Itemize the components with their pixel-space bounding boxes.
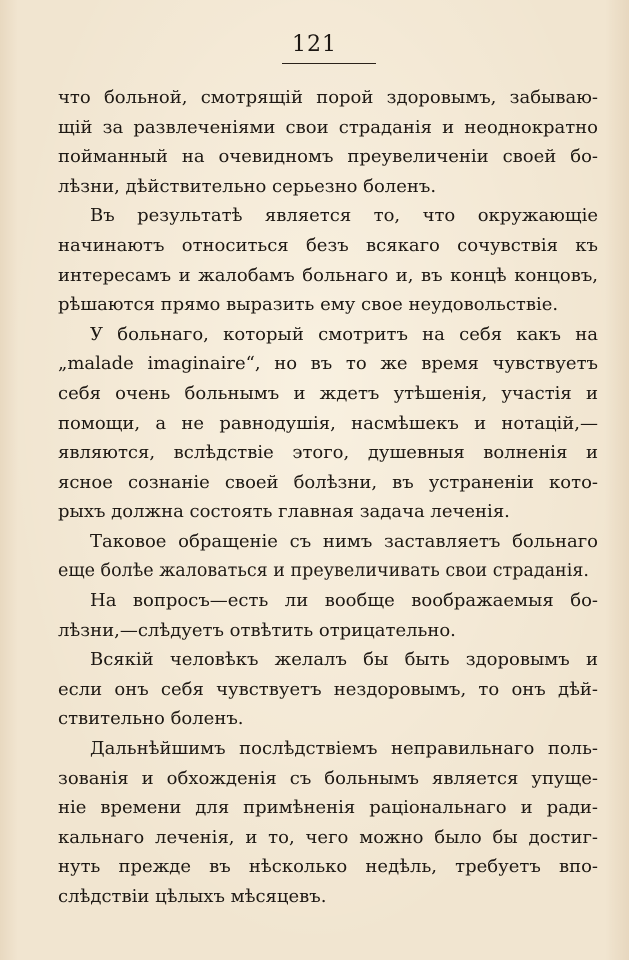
text-line: зованія и обхожденія съ больнымъ является упуще- — [58, 767, 598, 789]
text-line: еще болѣе жаловаться и преувеличивать свои страданія. — [58, 560, 589, 581]
text-line: рыхъ должна состоять главная задача леченія. — [58, 501, 510, 523]
text-line: помощи, а не равнодушія, насмѣшекъ и нотацій,— — [58, 412, 598, 434]
text-line: На вопросъ—есть ли вообще воображаемыя бо- — [90, 590, 598, 612]
header-rule — [282, 63, 376, 64]
text-line: „malade imaginaire“, но въ то же время чувствуетъ — [58, 353, 598, 375]
text-line: интересамъ и жалобамъ больнаго и, въ концѣ концовъ, — [58, 264, 598, 286]
text-line: являются, вслѣдствіе этого, душевныя волненія и — [58, 442, 598, 464]
page-number: 121 — [292, 32, 337, 57]
text-line: начинаютъ относиться безъ всякаго сочувствія къ — [58, 234, 598, 256]
text-line: ствительно боленъ. — [58, 708, 244, 730]
text-line: ніе времени для примѣненія раціональнаго и ради- — [58, 797, 598, 819]
text-line: Въ результатѣ является то, что окружающіе — [90, 205, 598, 227]
text-line: щій за развлеченіями свои страданія и неоднократно — [58, 116, 598, 138]
text-line: если онъ себя чувствуетъ нездоровымъ, то онъ дѣй- — [58, 678, 598, 700]
text-line: рѣшаются прямо выразить ему свое неудовольствіе. — [58, 294, 559, 316]
text-line: Таковое обращеніе съ нимъ заставляетъ больнаго — [90, 530, 598, 552]
text-line: пойманный на очевидномъ преувеличеніи своей бо- — [58, 146, 598, 168]
text-line: У больнаго, который смотритъ на себя какъ на — [90, 323, 598, 345]
text-line: Всякій человѣкъ желалъ бы быть здоровымъ и — [90, 649, 598, 671]
text-line: себя очень больнымъ и ждетъ утѣшенія, участія и — [58, 382, 598, 404]
text-line: лѣзни, дѣйствительно серьезно боленъ. — [58, 175, 437, 197]
text-line: ясное сознаніе своей болѣзни, въ устраненіи кото- — [58, 471, 598, 493]
text-line: нуть прежде въ нѣсколько недѣль, требуетъ впо- — [58, 856, 598, 878]
body-text — [58, 83, 598, 912]
text-line: слѣдствіи цѣлыхъ мѣсяцевъ. — [58, 886, 327, 908]
text-line: кальнаго леченія, и то, чего можно было бы достиг- — [58, 826, 598, 848]
text-line: что больной, смотрящій порой здоровымъ, забываю- — [58, 87, 598, 108]
text-line: Дальнѣйшимъ послѣдствіемъ неправильнаго поль- — [90, 738, 598, 760]
text-line: лѣзни,—слѣдуетъ отвѣтить отрицательно. — [58, 619, 456, 641]
